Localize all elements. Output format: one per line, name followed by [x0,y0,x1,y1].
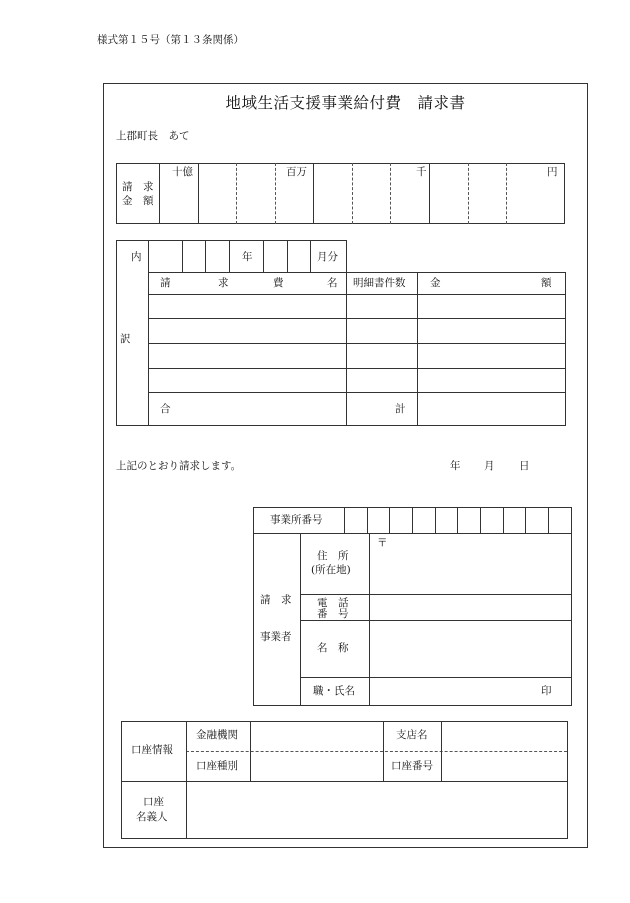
bank-label: 金融機関 [196,729,238,741]
date-year: 年 [450,460,461,472]
date-month: 月 [484,460,495,472]
phone-label-1: 電 話 [317,597,349,609]
addressee: 上郡町長 あて [116,130,190,142]
name-label: 名 称 [317,642,349,654]
postal-mark: 〒 [377,537,388,549]
branch-label: 支店名 [396,729,428,741]
address-label-2: (所在地) [311,564,351,576]
col-amount-2: 額 [541,277,552,289]
col-name-1: 請 [160,277,171,289]
unit-million: 百万 [286,166,307,178]
position-name-label: 職・氏名 [313,685,355,697]
breakdown-uchi: 内 [131,251,142,263]
total-1: 合 [160,403,171,415]
amount-label-1: 請 求 [122,181,154,193]
unit-yen: 円 [547,166,558,178]
amount-label-2: 金 額 [122,195,154,207]
col-amount-1: 金 [430,277,441,289]
claimant-label-1: 請 求 [260,594,292,606]
col-name-4: 名 [327,277,338,289]
unit-thousand: 千 [416,166,427,178]
phone-label-2: 番 号 [317,608,349,620]
holder-label-1: 口座 [143,796,164,808]
total-2: 計 [395,403,406,415]
seal-mark: 印 [541,685,552,697]
office-number-label: 事業所番号 [270,514,323,526]
col-name-3: 費 [273,277,284,289]
holder-label-2: 名義人 [136,811,168,823]
account-number-label: 口座番号 [391,760,433,772]
col-count: 明細書件数 [353,277,406,289]
year-label: 年 [242,251,253,263]
month-label: 月分 [317,251,338,263]
declaration: 上記のとおり請求します。 [116,460,242,472]
unit-billion: 十億 [172,166,193,178]
date-day: 日 [519,460,530,472]
address-label-1: 住 所 [317,550,349,562]
form-number: 様式第１５号（第１３条関係） [97,34,244,46]
col-name-2: 求 [218,277,229,289]
account-type-label: 口座種別 [196,760,238,772]
form-title: 地域生活支援事業給付費 請求書 [225,94,466,112]
account-info-label: 口座情報 [131,744,173,756]
breakdown-wake: 訳 [120,333,131,345]
claimant-label-2: 事業者 [260,631,292,643]
